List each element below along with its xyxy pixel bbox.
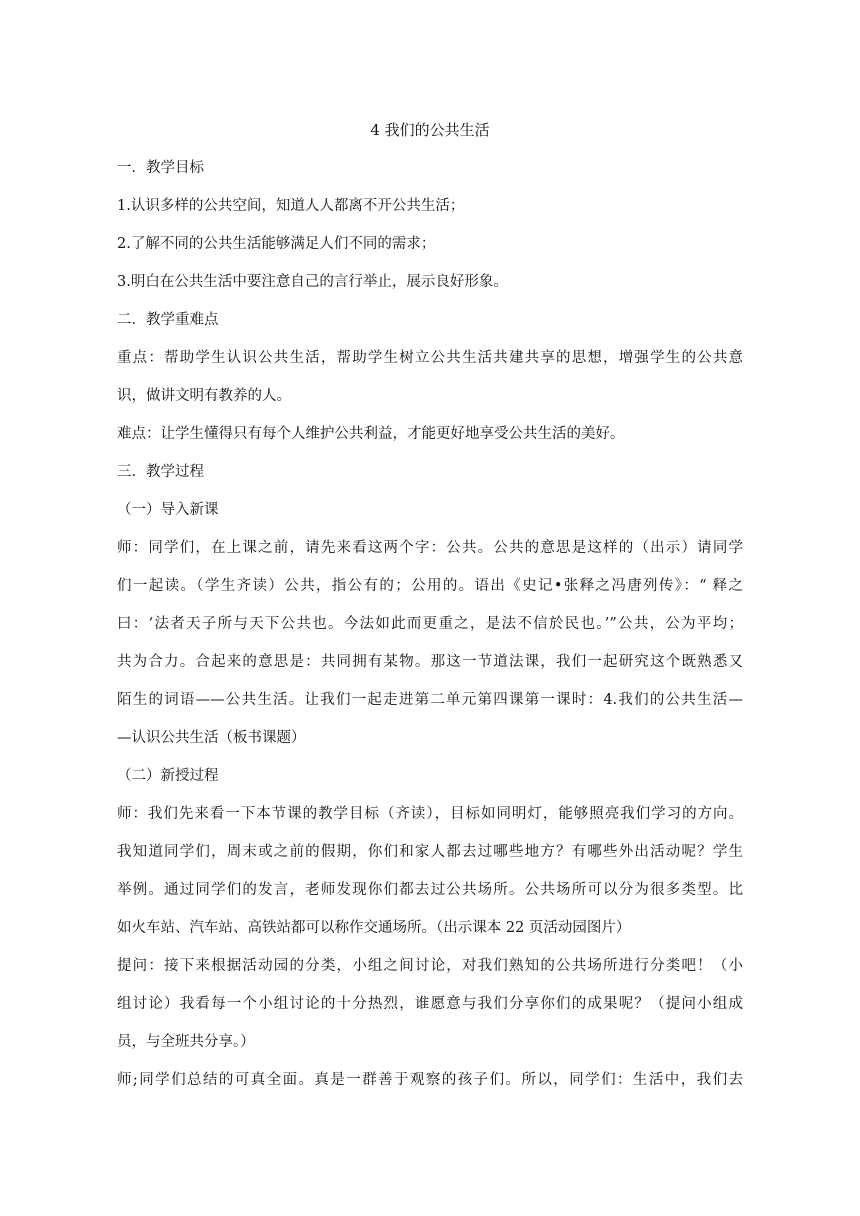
intro-paragraph-line-1: 师：同学们，在上课之前，请先来看这两个字：公共。公共的意思是这样的（出示）请同学: [117, 540, 743, 556]
section-heading-goals: 一．教学目标: [117, 160, 204, 176]
intro-paragraph-line-5: 陌生的词语——公共生活。让我们一起走进第二单元第四课第一课时：4.我们的公共生活—: [117, 692, 743, 708]
goal-item-1: 1.认识多样的公共空间，知道人人都离不开公共生活；: [117, 198, 465, 214]
intro-paragraph-line-2: 们一起读。（学生齐读）公共，指公有的；公用的。语出《史记•张释之冯唐列传》：“ 释之: [117, 578, 743, 594]
new-lesson-line-4: 如火车站、汽车站、高铁站都可以称作交通场所。（出示课本 22 页活动园图片）: [117, 920, 631, 936]
summary-line-1: 师;同学们总结的可真全面。真是一群善于观察的孩子们。所以，同学们：生活中，我们去: [117, 1072, 743, 1088]
goal-item-2: 2.了解不同的公共生活能够满足人们不同的需求；: [117, 236, 436, 252]
intro-paragraph-line-6: —认识公共生活（板书课题）: [117, 730, 306, 746]
section-heading-key-points: 二．教学重难点: [117, 312, 219, 328]
key-point-line-2: 识，做讲文明有教养的人。: [117, 388, 291, 404]
question-line-3: 员，与全班共分享。）: [117, 1034, 255, 1050]
new-lesson-line-3: 举例。通过同学们的发言，老师发现你们都去过公共场所。公共场所可以分为很多类型。比: [117, 882, 743, 898]
goal-item-3: 3.明白在公共生活中要注意自己的言行举止，展示良好形象。: [117, 274, 508, 290]
intro-paragraph-line-4: 共为合力。合起来的意思是：共同拥有某物。那这一节道法课，我们一起研究这个既熟悉又: [117, 654, 743, 670]
section-heading-process: 三．教学过程: [117, 464, 204, 480]
question-line-2: 组讨论）我看每一个小组讨论的十分热烈，谁愿意与我们分享你们的成果呢？（提问小组成: [117, 996, 743, 1012]
difficulty-line: 难点：让学生懂得只有每个人维护公共利益，才能更好地享受公共生活的美好。: [117, 426, 625, 442]
key-point-line-1: 重点：帮助学生认识公共生活，帮助学生树立公共生活共建共享的思想，增强学生的公共意: [117, 350, 743, 366]
question-line-1: 提问：接下来根据活动园的分类，小组之间讨论，对我们熟知的公共场所进行分类吧！（小: [117, 958, 743, 974]
document-title: 4 我们的公共生活: [370, 121, 490, 139]
new-lesson-line-2: 我知道同学们，周末或之前的假期，你们和家人都去过哪些地方？有哪些外出活动呢？学生: [117, 844, 743, 860]
document-body: [117, 158, 743, 1108]
intro-paragraph-line-3: 曰：‘法者天子所与天下公共也。今法如此而更重之，是法不信於民也。’”公共，公为平均；: [117, 616, 743, 632]
new-lesson-line-1: 师：我们先来看一下本节课的教学目标（齐读），目标如同明灯，能够照亮我们学习的方向。: [117, 806, 743, 822]
subsection-heading-new-lesson: （二）新授过程: [117, 768, 219, 784]
subsection-heading-intro: （一）导入新课: [117, 502, 219, 518]
